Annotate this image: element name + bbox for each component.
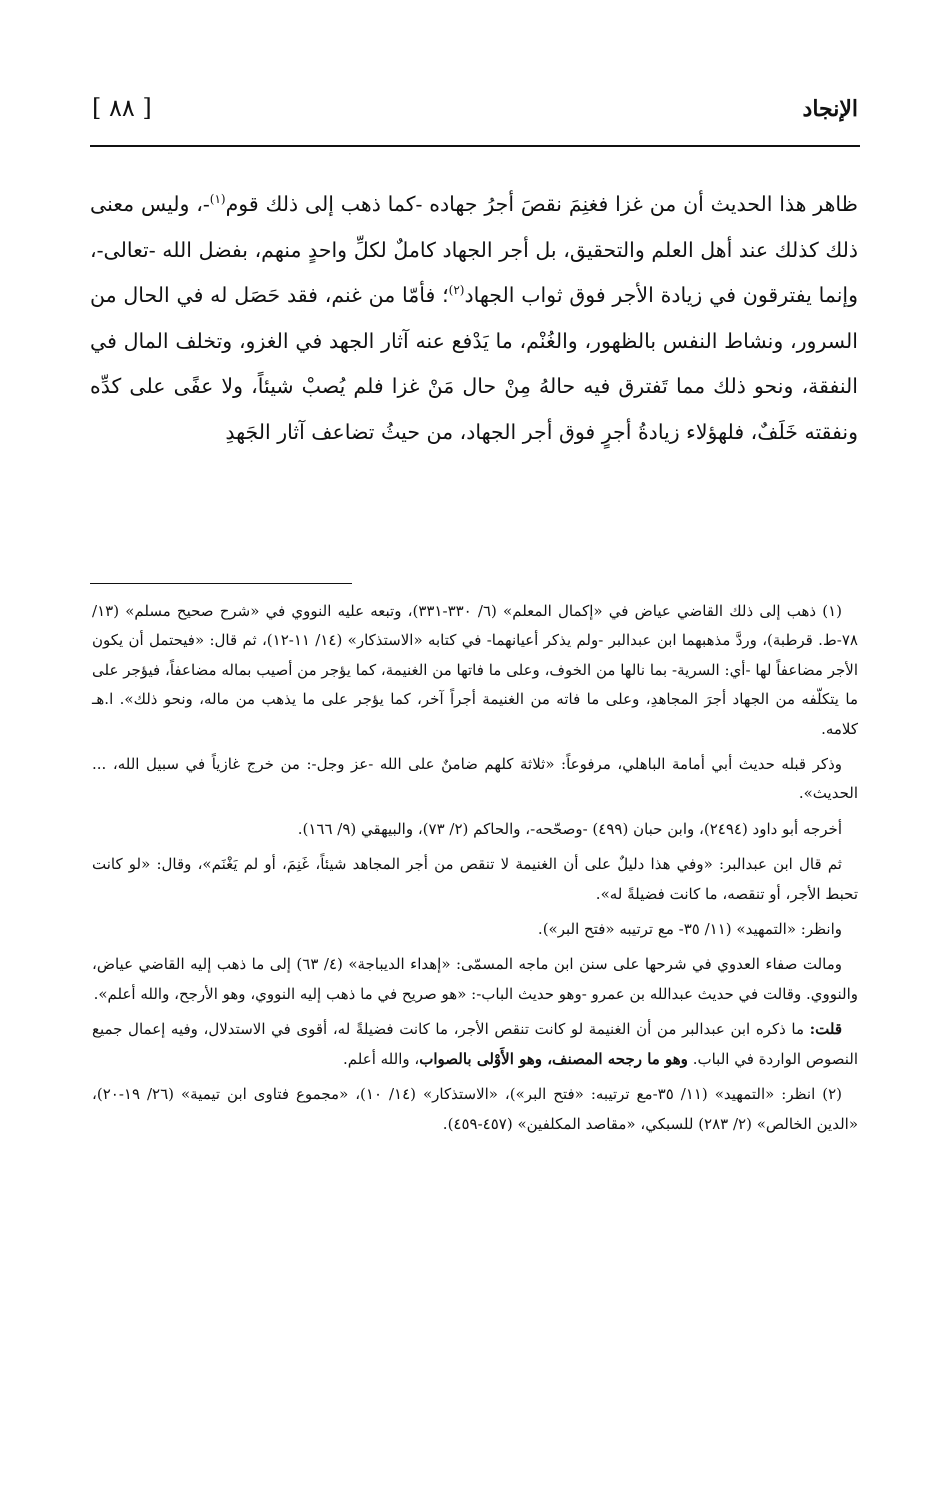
footnote-1-see-also: وانظر: «التمهيد» (١١/ ٣٥- مع ترتيبه «فتح البر»). bbox=[537, 920, 842, 939]
footnotes bbox=[92, 597, 858, 1145]
page-header bbox=[92, 96, 858, 136]
footnote-separator bbox=[90, 583, 352, 584]
main-text-part-2: -، وليس معنى ذلك كذلك عند أهل العلم والتحقيق، بل أجر الجهاد كاملٌ لكلِّ واحدٍ منهم، بفضل الله -تعالى-، وإنما يفترقون في زيادة الأجر فوق ثواب الجهاد bbox=[90, 192, 858, 308]
footnote-2: (٢) انظر: «التمهيد» (١١/ ٣٥-مع ترتيبه: «فتح البر»)، «الاستذكار» (١٤/ ١٠)، «مجموع فتاوى ابن تيمية» (٢٦/ ١٩-٢٠)، «الدين الخالص» (٢/ ٢٨٣) للسبكي، «مقاصد المكلفين» (٤٥٧-٤٥٩). bbox=[92, 1085, 858, 1133]
footnote-1-ibn-abdulbarr: ثم قال ابن عبدالبر: «وفي هذا دليلٌ على أن الغنيمة لا تنقص من أجر المجاهد شيئاً، غَنِمَ، أو لم يَغْنَم»، وقال: «لو كانت تحبط الأجر، أو تنقصه، ما كانت فضيلةً له». bbox=[92, 855, 858, 903]
main-text bbox=[90, 182, 858, 456]
conclusion-bold: وهو ما رجحه المصنف، وهو الأَوْلى بالصواب bbox=[419, 1049, 688, 1068]
footnote-1-hadith: وذكر قبله حديث أبي أمامة الباهلي، مرفوعاً: «ثلاثة كلهم ضامنٌ على الله -عز وجل-: من خرج غازياً في سبيل الله، ... الحديث». bbox=[92, 755, 858, 803]
footnote-1-safa-adawi: ومالت صفاء العدوي في شرحها على سنن ابن ماجه المسمّى: «إهداء الديباجة» (٤/ ٦٣) إلى ما ذهب إليه القاضي عياض، والنووي. وقالت في حديث عبدالله بن عمرو -وهو حديث الباب-: «هو صريح في ما ذهب إليه النووي، وهو الأرجح، والله أعلم». bbox=[92, 955, 858, 1003]
conclusion-text: ما ذكره ابن عبدالبر من أن الغنيمة لو كانت تنقص الأجر، ما كانت فضيلةً له، أقوى في الاستدلال، وفيه إعمال جميع النصوص الواردة في الباب. bbox=[92, 1020, 858, 1068]
main-text-part-1: ظاهر هذا الحديث أن من غزا فغنِمَ نقصَ أجرُ جهاده -كما ذهب إلى ذلك قوم bbox=[225, 192, 858, 216]
qultu-label: قلت: bbox=[809, 1020, 842, 1039]
running-title: الإنجاد bbox=[802, 96, 858, 122]
footnote-marker-2: (٢) bbox=[448, 283, 465, 298]
header-rule bbox=[90, 145, 860, 147]
footnote-1-takhrij: أخرجه أبو داود (٢٤٩٤)، وابن حبان (٤٩٩) -وصحّحه-، والحاكم (٢/ ٧٣)، والبيهقي (٩/ ١٦٦). bbox=[297, 819, 842, 838]
footnote-marker-1: (١) bbox=[209, 192, 226, 207]
main-text-part-3: ؛ فأمّا من غنم، فقد حَصَل له في الحال من السرور، ونشاط النفس بالظهور، والغُنْم، ما يَدْفع عنه آثار الجهد في الغزو، وتخلف المال في النفقة، ونحو ذلك مما تَفترق فيه حالهُ مِنْ حال مَنْ غزا فلم يُصبْ شيئاً، ولا عفًى على كدِّه ونفقته خَلَفٌ، فلهؤلاء زيادةُ أجرٍ فوق أجر الجهاد، من حيثُ تضاعف آثار الجَهدِ bbox=[90, 283, 858, 444]
page-number: [ ٨٨ ] bbox=[92, 94, 152, 122]
footnote-1: (١) ذهب إلى ذلك القاضي عياض في «إكمال المعلم» (٦/ ٣٣٠-٣٣١)، وتبعه عليه النووي في «شرح صحيح مسلم» (١٣/ ٧٨-ط. قرطبة)، وردَّ مذهبهما ابن عبدالبر -ولم يذكر أعيانهما- في كتابه «الاستذكار» (١٤/ ١١-١٢)، ثم قال: «فيحتمل أن يكون الأجر مضاعفاً لها -أي: السرية- بما نالها من الخوف، وعلى ما فاتها من الغنيمة، كما يؤجر من أصيب بماله مضاعفاً، فيؤجر على ما يتكلّفه من الجهاد أجرَ المجاهدِ، وعلى ما فاته من الغنيمة أجراً آخر، كما يؤجر على ما يذهب من ماله، ونحو ذلك». ا.هـ كلامه. bbox=[92, 602, 858, 738]
conclusion-end: ، والله أعلم. bbox=[343, 1049, 420, 1068]
footnote-1-conclusion bbox=[92, 1015, 858, 1074]
